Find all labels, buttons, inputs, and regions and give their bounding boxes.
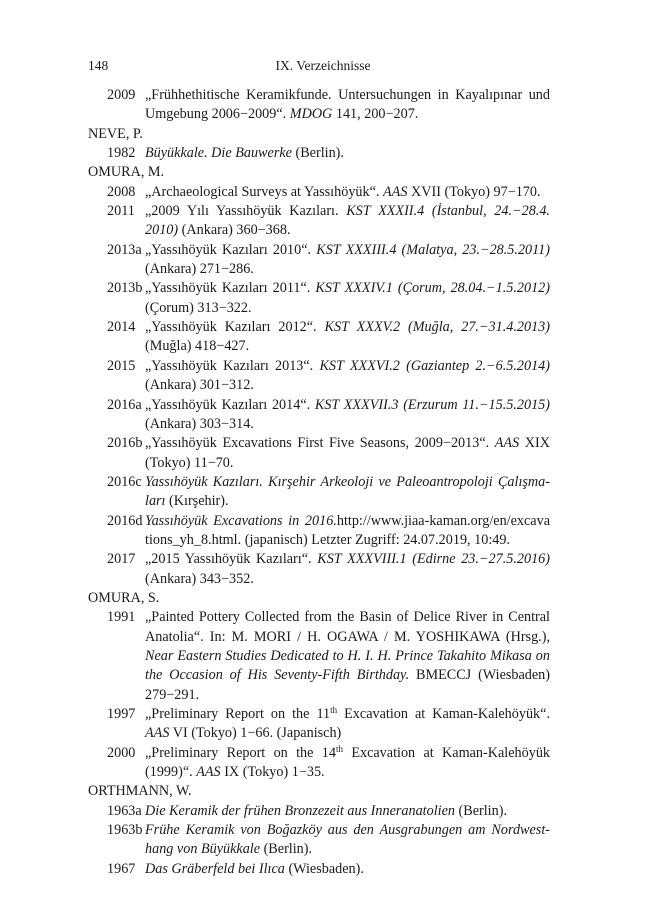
ordinal-suffix: th — [330, 705, 338, 715]
entry-text: (Muğla) 418−427. — [145, 338, 250, 355]
entry-text: IX (Tokyo) 1−35. — [220, 764, 325, 781]
entry-year: 1963b — [107, 822, 143, 839]
entry-text: „Yassıhöyük Excavations First Five Seasons, 2009−2013“. — [145, 435, 495, 452]
entry-year: 1991 — [107, 609, 136, 626]
entry-title-italic: Die Keramik der frühen Bronzezeit aus Inneranatolien — [145, 802, 455, 819]
entry-year: 2016a — [107, 396, 142, 413]
entry-text: „Preliminary Report on the 11 — [145, 706, 331, 722]
entry-title-italic: Frühe Keramik von Boğazköy aus den Ausgrabungen am Nordwest-hang von Büyükkale — [145, 822, 550, 858]
bibliography-entry — [88, 241, 550, 280]
entry-year: 2015 — [107, 357, 136, 374]
bibliography-entry — [88, 318, 550, 357]
bibliography-entry — [88, 434, 550, 473]
entry-text: „2009 Yılı Yassıhöyük Kazıları. — [145, 203, 347, 220]
entry-text: (Ankara) 303−314. — [145, 415, 254, 432]
author-name: NEVE, P. — [88, 125, 143, 142]
entry-text: „Yassıhöyük Kazıları 2011“. — [145, 280, 316, 297]
entry-title-italic: Büyükkale. Die Bauwerke — [145, 145, 292, 162]
bibliography-entry — [88, 183, 550, 202]
entry-year: 2008 — [107, 183, 136, 200]
entry-title-italic: KST XXXVIII.1 (Edirne 23.−27.5.2016) — [317, 551, 550, 568]
bibliography-entry — [88, 705, 550, 744]
entry-title-italic: KST XXXVI.2 (Gaziantep 2.−6.5.2014) — [319, 357, 550, 374]
entry-text: (Kırşehir). — [165, 493, 229, 510]
entry-title-italic: AAS — [494, 435, 520, 452]
entry-title-italic: MDOG — [289, 106, 333, 123]
entry-text: (Ankara) 360−368. — [178, 222, 291, 239]
entry-year: 2013a — [107, 241, 142, 258]
entry-text: „Frühhethitische Keramikfunde. Untersuchungen in Kayalıpınar und Umgebung 2006−2009“. — [145, 87, 550, 123]
page-number: 148 — [88, 58, 109, 73]
entry-text: „Yassıhöyük Kazıları 2010“. — [145, 241, 317, 258]
author-name: OMURA, M. — [88, 164, 165, 181]
entry-title-italic: KST XXXVII.3 (Erzurum 11.−15.5.2015) — [314, 396, 550, 413]
entry-text: „Yassıhöyük Kazıları 2012“. — [145, 319, 325, 336]
bibliography-entry — [88, 202, 550, 241]
bibliography-entry — [88, 608, 550, 705]
entry-year: 2000 — [107, 744, 136, 761]
bibliography-entry — [88, 396, 550, 435]
bibliography-entry — [88, 86, 550, 125]
entry-text: Excavation at Kaman-Kalehöyük (1999)“. — [145, 744, 551, 781]
entry-text: (Wiesbaden). — [284, 860, 364, 877]
entry-text: VI (Tokyo) 1−66. (Japanisch) — [169, 725, 342, 742]
bibliography-entry — [88, 550, 550, 589]
entry-title-italic: Yassıhöyük Excavations in 2016. — [145, 512, 337, 529]
entry-year: 2016d — [107, 512, 143, 529]
entry-text: „Yassıhöyük Kazıları 2013“. — [145, 357, 320, 374]
author-name: OMURA, S. — [88, 589, 160, 606]
entry-text: (Ankara) 301−312. — [145, 377, 254, 394]
entry-year: 2016c — [107, 473, 142, 490]
entry-title-italic: Das Gräberfeld bei Ilıca — [145, 860, 285, 877]
entry-title-italic: KST XXXII.4 (İstanbul, 24.−28.4. 2010) — [145, 203, 550, 239]
bibliography-entry — [88, 144, 550, 163]
entry-text: „Yassıhöyük Kazıları 2014“. — [145, 396, 315, 413]
entry-text: „Painted Pottery Collected from the Basin of Delice River in Central Anatolia“. In: M. MORI / H. OGAWA / M. YOSHIKAWA (Hrsg.), — [145, 609, 550, 645]
author-name: ORTHMANN, W. — [88, 783, 192, 800]
entry-year: 1963a — [107, 802, 142, 819]
entry-title-italic: AAS — [196, 764, 221, 781]
entry-text: „2015 Yassıhöyük Kazıları“. — [145, 551, 318, 568]
bibliography-entry — [88, 473, 550, 512]
bibliography-list — [88, 86, 550, 879]
bibliography-entry — [88, 357, 550, 396]
entry-year: 1997 — [107, 706, 136, 722]
bibliography-entry — [88, 279, 550, 318]
bibliography-entry — [88, 802, 550, 821]
bibliography-entry — [88, 512, 550, 551]
entry-text: (Ankara) 343−352. — [145, 570, 254, 587]
entry-year: 2017 — [107, 551, 136, 568]
entry-year: 2013b — [107, 280, 143, 297]
entry-text: (Ankara) 271−286. — [145, 261, 254, 278]
entry-text: (Berlin). — [454, 802, 507, 819]
entry-title-italic: AAS — [383, 183, 408, 200]
entry-title-italic: KST XXXIII.4 (Malatya, 23.−28.5.2011) — [316, 241, 550, 258]
entry-text: XIX (Tokyo) 11−70. — [145, 435, 550, 471]
entry-text: XVII (Tokyo) 97−170. — [407, 183, 541, 200]
entry-year: 2009 — [107, 87, 136, 103]
entry-title-italic: AAS — [145, 725, 170, 742]
entry-year: 1982 — [107, 145, 136, 162]
entry-text: (Berlin). — [291, 145, 344, 162]
entry-title-italic: KST XXXV.2 (Muğla, 27.−31.4.2013) — [324, 319, 551, 336]
running-header — [88, 58, 558, 78]
entry-year: 1967 — [107, 860, 136, 877]
entry-year: 2014 — [107, 319, 136, 336]
entry-text: „Preliminary Report on the 14 — [145, 744, 336, 761]
entry-title-italic: KST XXXIV.1 (Çorum, 28.04.−1.5.2012) — [315, 280, 550, 297]
entry-year: 2016b — [107, 435, 143, 452]
ordinal-suffix: th — [335, 743, 343, 754]
running-title: IX. Verzeichnisse — [275, 58, 371, 73]
entry-text: (Berlin). — [260, 841, 313, 858]
entry-text: „Archaeological Surveys at Yassıhöyük“. — [145, 183, 383, 200]
bibliography-entry — [88, 860, 550, 879]
entry-text: 141, 200−207. — [332, 106, 419, 123]
bibliography-entry — [88, 821, 550, 860]
bibliography-entry — [88, 744, 550, 783]
entry-year: 2011 — [107, 203, 135, 220]
entry-text: BMECCJ (Wiesbaden) 279−291. — [145, 667, 550, 703]
entry-text: (Çorum) 313−322. — [145, 299, 252, 316]
entry-text: Excavation at Kaman-Kalehöyük“. — [337, 706, 550, 722]
entry-text: http://www.jiaa-kaman.org/en/excava tions_yh_8.html. (japanisch) Letzter Zugriff: 24.07.2019, 10:49. — [145, 512, 550, 548]
entry-title-italic: Yassıhöyük Kazıları. Kırşehir Arkeoloji ve Paleoantropoloji Çalışma-ları — [145, 473, 550, 510]
entry-title-italic: Near Eastern Studies Dedicated to H. I. H. Prince Takahito Mikasa on the Occasion of His Seventy-Fifth Birthday. — [145, 647, 550, 684]
